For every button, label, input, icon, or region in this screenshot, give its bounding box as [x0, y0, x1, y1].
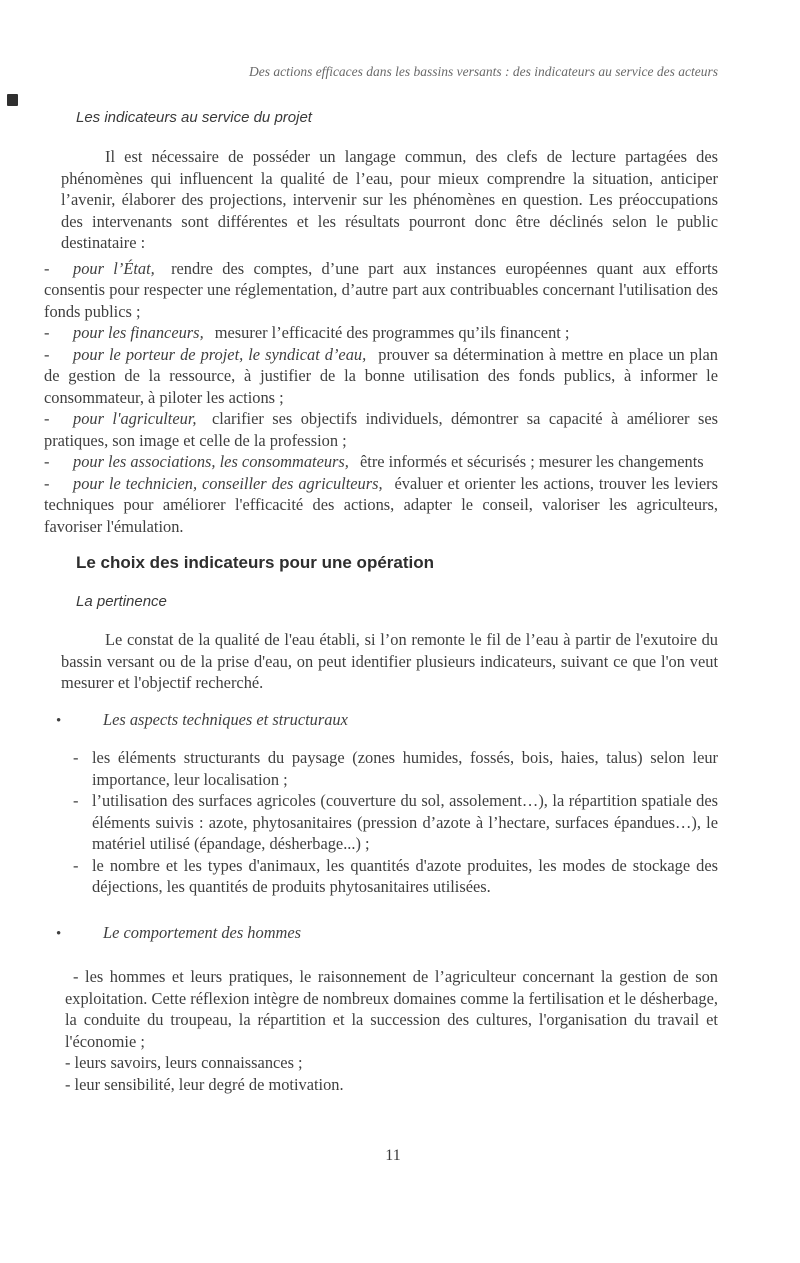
list-item-label: pour les financeurs, — [73, 323, 204, 342]
list-item-label: pour l'agriculteur, — [73, 409, 197, 428]
sublist-item-text: les éléments structurants du paysage (zones humides, fossés, bois, haies, talus) selon leur importance, leur localisation ; — [92, 748, 718, 789]
list-item-text: être informés et sécurisés ; mesurer les changements — [360, 452, 704, 471]
list-item-label: pour les associations, les consommateurs, — [73, 452, 349, 471]
list-item-text: rendre des comptes, d’une part aux instances européennes quant aux efforts consentis pour respecter une réglementation, d’autre part aux contribuables concernant l'utilisation des fonds publics ; — [44, 258, 718, 321]
list-item-etat — [44, 258, 718, 323]
page-content — [0, 63, 800, 1165]
dash-marker: - — [73, 748, 79, 767]
comportement-line: - leur sensibilité, leur degré de motivation. — [65, 1074, 344, 1094]
bullet-title: Le comportement des hommes — [103, 922, 302, 942]
audience-list — [44, 258, 718, 538]
section-heading-indicateurs-projet: Les indicateurs au service du projet — [76, 109, 312, 126]
subsection-heading-pertinence: La pertinence — [76, 593, 167, 610]
list-item-label: pour le technicien, conseiller des agriculteurs, — [73, 473, 383, 493]
pertinence-paragraph: Le constat de la qualité de l'eau établi, si l’on remonte le fil de l’eau à partir de l'exutoire du bassin versant ou de la prise d'eau, on peut identifier plusieurs indicateurs, suivant ce que l'on veut mesurer et l'objectif recherché. — [61, 630, 718, 692]
sublist-item-surfaces — [73, 790, 718, 855]
list-item-agriculteur — [44, 408, 718, 451]
comportement-block — [65, 966, 718, 1095]
sublist-item-paysage — [73, 747, 718, 790]
section-heading-choix-indicateurs: Le choix des indicateurs pour une opération — [76, 553, 435, 572]
list-item-technicien — [44, 473, 718, 538]
comportement-line: - les hommes et leurs pratiques, le raisonnement de l’agriculteur concernant la gestion de son exploitation. Cette réflexion intègre de nombreux domaines comme la fertilisation et le désherbage, la conduite du troupeau, la répartition et la succession des cultures, l'organisation du travail et l'économie ; — [65, 967, 718, 1051]
dash-marker: - — [44, 473, 50, 493]
list-item-porteur-projet — [44, 344, 718, 409]
dash-marker: - — [44, 344, 50, 364]
intro-paragraph: Il est nécessaire de posséder un langage commun, des clefs de lecture partagées des phénomènes qui influencent la qualité de l’eau, pour mieux comprendre la situation, anticiper l’avenir, élaborer des projections, intervenir sur les phénomènes en question. Les préoccupations des intervenants sont différentes et les résultats pourront donc être déclinés selon le public destinataire : — [61, 147, 718, 252]
comportement-line: - leurs savoirs, leurs connaissances ; — [65, 1053, 303, 1072]
dash-marker: - — [73, 855, 79, 875]
dash-marker: - — [44, 452, 50, 471]
list-item-label: pour le porteur de projet, le syndicat d’eau, — [73, 344, 367, 364]
document-page — [0, 63, 800, 1263]
dash-marker: - — [73, 791, 79, 810]
list-item-text: évaluer et orienter les actions, trouver les leviers techniques pour améliorer l'efficacité des actions, adapter le conseil, valoriser les agriculteurs, favoriser l'émulation. — [44, 473, 719, 536]
list-item-label: pour l’État, — [73, 258, 155, 278]
bullet-title: Les aspects techniques et structuraux — [103, 709, 348, 729]
bullet-marker: • — [56, 712, 62, 729]
running-header: Des actions efficaces dans les bassins versants : des indicateurs au service des acteurs — [248, 64, 718, 79]
sublist-item-text: le nombre et les types d'animaux, les quantités d'azote produites, les modes de stockage des déjections, les quantités de produits phytosanitaires utilisées. — [92, 855, 718, 896]
list-item-text: mesurer l’efficacité des programmes qu’ils financent ; — [214, 323, 570, 342]
list-item-associations — [44, 451, 718, 473]
page-number: 11 — [385, 1147, 401, 1164]
dash-marker: - — [44, 409, 50, 428]
list-item-financeurs — [44, 322, 718, 344]
aspects-techniques-list — [73, 747, 718, 898]
list-item-text: prouver sa détermination à mettre en place un plan de gestion de la ressource, à justifier de la bonne utilisation des fonds publics, à informer le consommateur, à piloter les actions ; — [44, 344, 718, 407]
sublist-item-animaux — [73, 855, 718, 898]
dash-marker: - — [44, 258, 50, 278]
sublist-item-text: l’utilisation des surfaces agricoles (couverture du sol, assolement…), la répartition spatiale des éléments suivis : azote, phytosanitaires (pression d’azote à l’hectare, surfaces épandues…), le matériel utilisé (épandage, désherbage...) ; — [92, 791, 718, 853]
bullet-heading-aspects-techniques — [56, 709, 718, 733]
dash-marker: - — [44, 323, 50, 342]
bullet-heading-comportement — [56, 922, 718, 946]
bullet-marker: • — [56, 925, 62, 942]
list-item-text: clarifier ses objectifs individuels, démontrer sa capacité à améliorer ses pratiques, son image et celle de la profession ; — [44, 409, 718, 450]
